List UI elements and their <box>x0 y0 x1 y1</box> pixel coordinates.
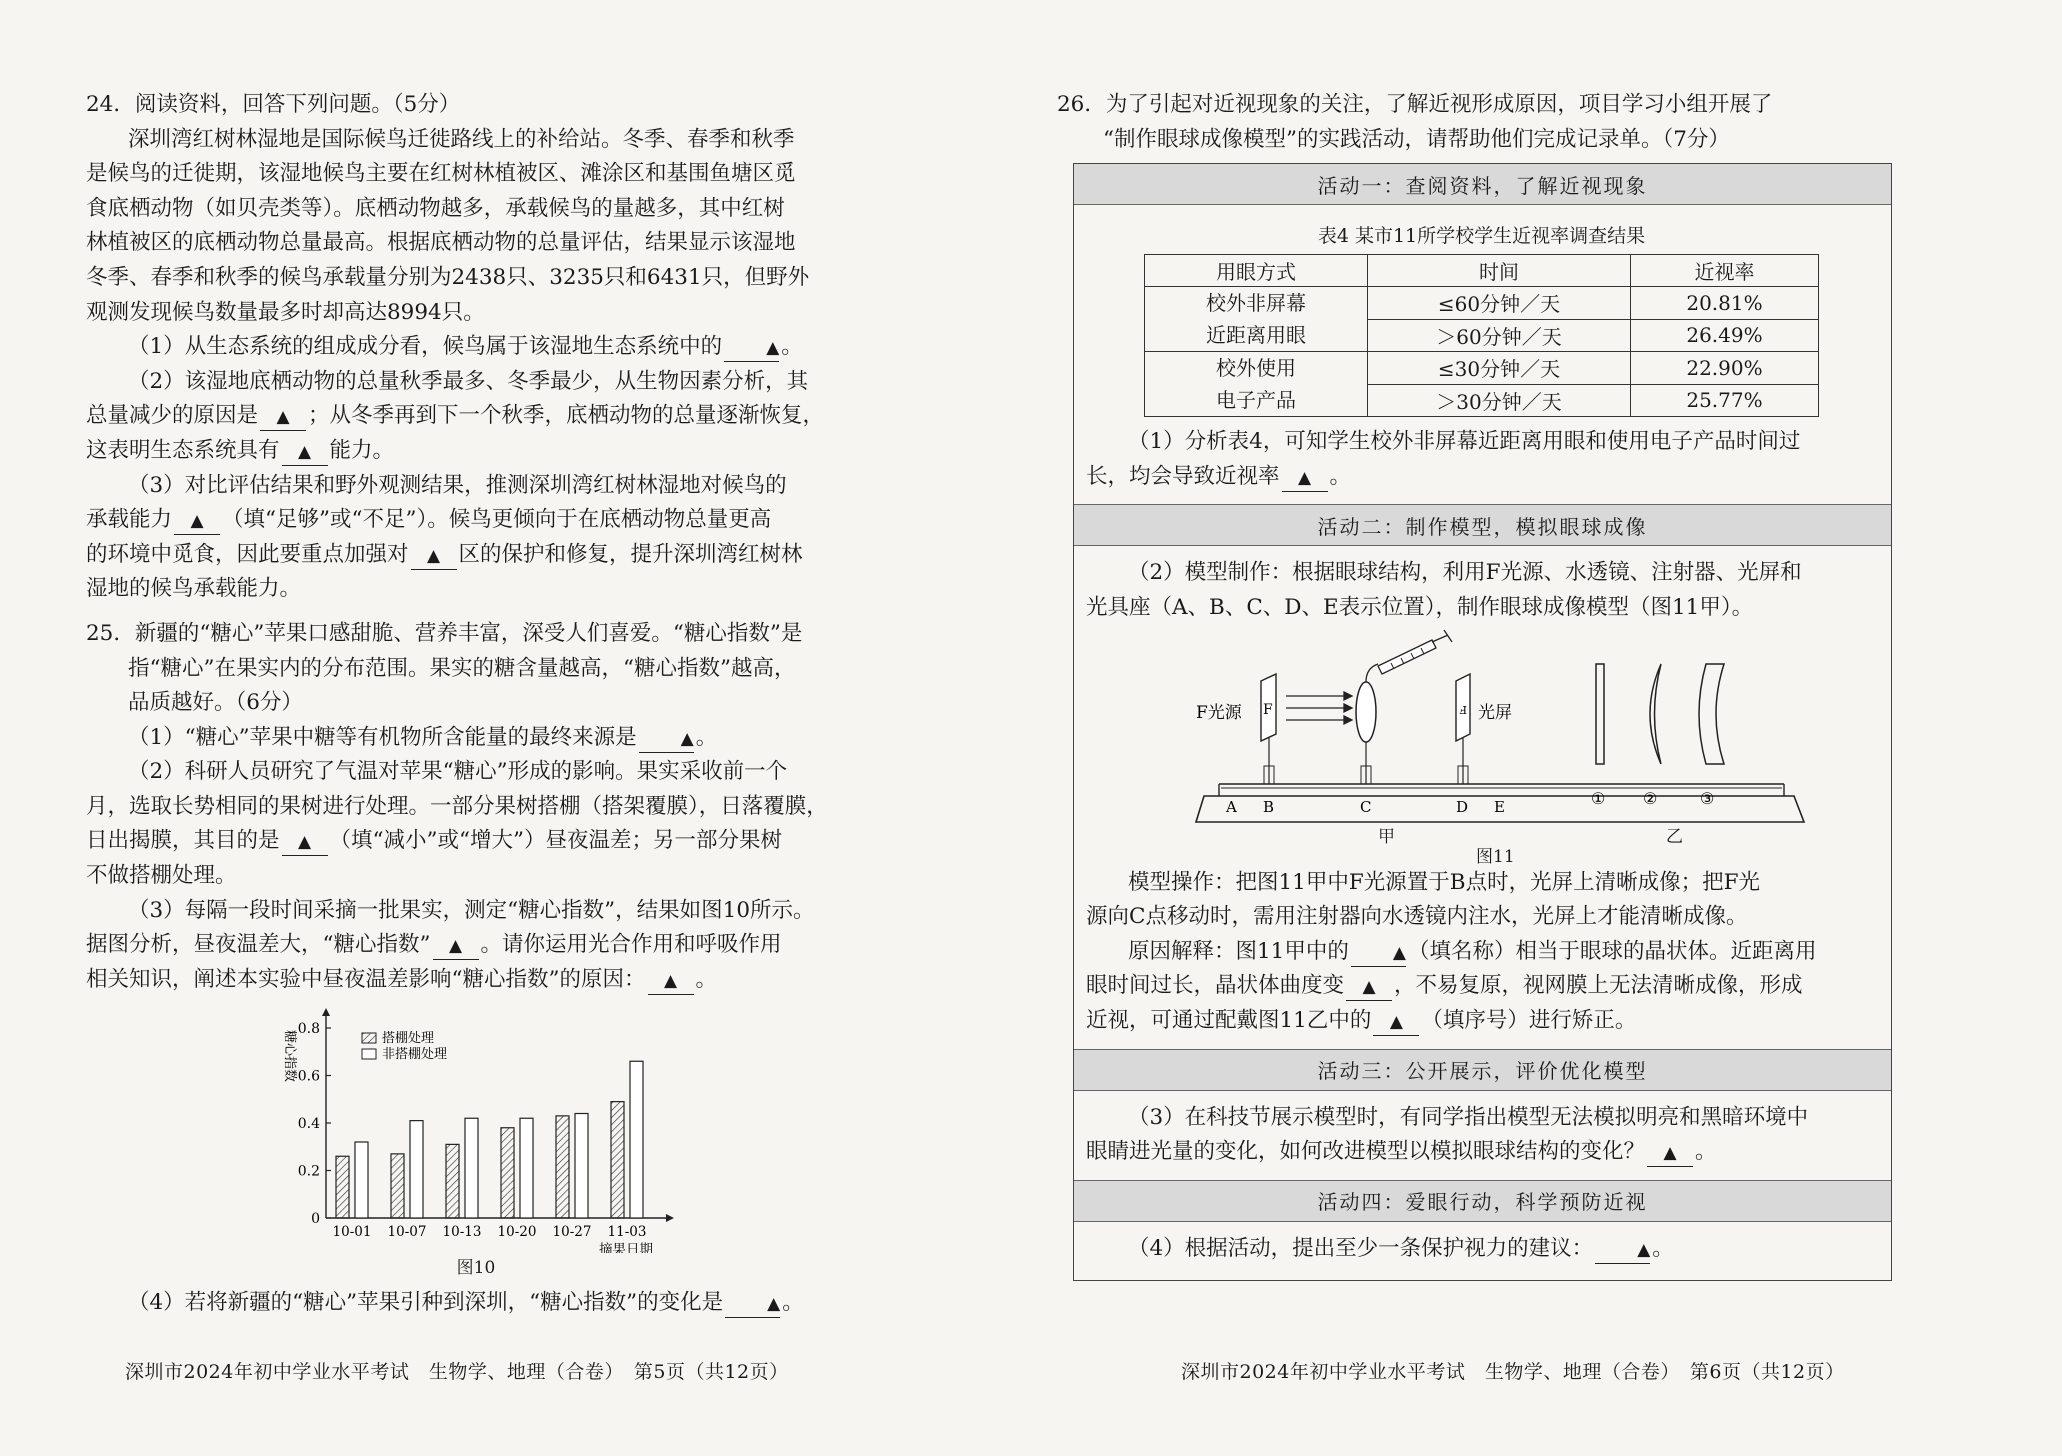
answer-blank[interactable]: ▲ <box>725 1290 780 1318</box>
q24-sub1: （1）从生态系统的组成成分看，候鸟属于该湿地生态系统中的 ▲。 <box>86 330 919 365</box>
q26-sub1: （1）分析表4，可知学生校外非屏幕近距离用眼和使用电子产品时间过 <box>1128 429 1801 455</box>
answer-blank[interactable]: ▲ <box>1351 939 1406 967</box>
page-footer-left: 深圳市2024年初中学业水平考试 生物学、地理（合卷） 第5页（共12页） <box>125 1361 789 1383</box>
q24-passage-line: 观测发现候鸟数量最多时却高达8994只。 <box>86 299 485 325</box>
x-tick-label: 10-20 <box>497 1224 537 1241</box>
syringe-icon <box>1378 630 1452 674</box>
answer-blank[interactable]: ▲ <box>724 334 779 362</box>
y-tick-label: 0 <box>311 1211 320 1228</box>
bar-uncovered <box>520 1119 533 1219</box>
record-sheet: 活动一：查阅资料，了解近视现象 表4 某市11所学校学生近视率调查结果 用眼方式 时间 近视率 校外非屏幕 近距离用眼 ≤60分钟／天 20.81% ＞60分钟／天 26.49% 校外使用 电子产品 ≤30分钟／天 22.90% ＞30分钟／天 25.77% （1）分析表4，可知学生校外非屏幕近距离用眼和使用电子产品时间过 长，均会导致近视率 ▲ 。 活动二：制作模型，模拟眼球成像 （2）模型制作：根据眼球结构，利用F光源、水透镜、注射器、光屏和 光具座（A、B、C、D、E表示位置），制作眼球成像模型（图11甲）。 F F光源 F 光屏 A B C D E ① ② ③ 甲 乙 图11 模型操作：把图11甲中F光源置于B点时，光屏上清晰成像；把F光 源向C点移动时，需用注射器向水透镜内注水，光屏上才能清晰成像。 原因解释：图11甲中的 ▲（填名称）相当于眼球的晶状体。近距离用 眼时间过长，晶状体曲度变 ▲ ，不易复原，视网膜上无法清晰成像，形成 近视，可通过配戴图11乙中的 ▲ （填序号）进行矫正。 活动三：公开展示，评价优化模型 （3）在科技节展示模型时，有同学指出模型无法模拟明亮和黑暗环境中 眼睛进光量的变化，如何改进模型以模拟眼球结构的变化？ ▲ 。 活动四：爱眼行动，科学预防近视 （4）根据活动，提出至少一条保护视力的建议： ▲。 <box>1073 163 1892 1281</box>
q24-sub2: （2）该湿地底栖动物的总量秋季最多、冬季最少，从生物因素分析，其 <box>128 368 809 394</box>
answer-blank[interactable]: ▲ <box>433 932 479 960</box>
x-tick-label: 10-13 <box>442 1224 482 1241</box>
light-screen <box>1456 674 1512 784</box>
q24-passage-line: 是候鸟的迁徙期，该湿地候鸟主要在红树林植被区、滩涂区和基围鱼塘区觅 <box>86 161 796 187</box>
legend-entry: 搭棚处理 <box>382 1031 435 1047</box>
y-axis-arrow <box>322 1008 330 1016</box>
f-light-source <box>1196 674 1276 784</box>
q24-head: 24．阅读资料，回答下列问题。（5分） <box>86 92 461 117</box>
lens-3-label: ③ <box>1700 788 1715 808</box>
bar-covered <box>336 1157 349 1219</box>
x-tick-label: 10-01 <box>332 1224 372 1241</box>
answer-blank[interactable]: ▲ <box>174 507 220 535</box>
q24-sub3: （3）对比评估结果和野外观测结果，推测深圳湾红树林湿地对候鸟的 <box>128 472 787 498</box>
svg-text:F: F <box>1459 702 1467 716</box>
q26-sub2: （2）模型制作：根据眼球结构，利用F光源、水透镜、注射器、光屏和 <box>1128 560 1802 586</box>
table-row: ＞30分钟／天 25.77% <box>1145 384 1819 417</box>
q25-sub2: （2）科研人员研究了气温对苹果“糖心”形成的影响。果实采收前一个 <box>128 759 788 785</box>
q24-passage-line: 林植被区的底栖动物总量最高。根据底栖动物的总量评估，结果显示该湿地 <box>86 230 796 256</box>
q26-sub3: （3）在科技节展示模型时，有同学指出模型无法模拟明亮和黑暗环境中 <box>1128 1104 1809 1130</box>
point-c: C <box>1360 797 1372 816</box>
answer-blank[interactable]: ▲ <box>1346 973 1392 1001</box>
x-axis-arrow <box>666 1214 674 1222</box>
q26-head: 26．为了引起对近视现象的关注，了解近视形成原因，项目学习小组开展了 <box>1057 92 1773 117</box>
activity-1-band: 活动一：查阅资料，了解近视现象 <box>1074 164 1891 205</box>
y-tick-label: 0.8 <box>297 1021 320 1038</box>
figure-11-eye-model <box>1086 626 1876 826</box>
myopia-table <box>1144 254 1819 417</box>
q25-sub4: （4）若将新疆的“糖心”苹果引种到深圳，“糖心指数”的变化是 ▲。 <box>86 1286 919 1321</box>
activity-4-band: 活动四：爱眼行动，科学预防近视 <box>1074 1180 1891 1222</box>
point-d: D <box>1456 797 1469 816</box>
table-row: 校外非屏幕 近距离用眼 ≤60分钟／天 20.81% <box>1145 287 1819 320</box>
lens-1-label: ① <box>1591 788 1606 808</box>
water-lens <box>1356 664 1378 784</box>
legend-entry: 非搭棚处理 <box>382 1047 448 1063</box>
answer-blank[interactable]: ▲ <box>282 438 328 466</box>
svg-text:F: F <box>1263 701 1273 718</box>
q24-passage-line: 冬季、春季和秋季的候鸟承载量分别为2438只、3235只和6431只，但野外 <box>86 264 810 290</box>
answer-blank[interactable]: ▲ <box>1595 1236 1650 1264</box>
bar-covered <box>556 1116 569 1218</box>
y-tick-label: 0.4 <box>297 1116 320 1133</box>
answer-blank[interactable]: ▲ <box>1282 464 1328 492</box>
bar-uncovered <box>465 1119 478 1219</box>
table-row: ＞60分钟／天 26.49% <box>1145 319 1819 352</box>
answer-blank[interactable]: ▲ <box>1647 1139 1693 1167</box>
answer-blank[interactable]: ▲ <box>282 828 328 856</box>
legend-swatch <box>362 1049 376 1059</box>
figure-11-caption: 图11 <box>1476 846 1515 867</box>
x-tick-label: 11-03 <box>607 1224 647 1241</box>
correction-lenses <box>1591 664 1724 808</box>
sugar-index-bar-chart <box>266 1003 686 1253</box>
label-yi: 乙 <box>1666 826 1683 847</box>
x-axis-label: 摘果日期 <box>599 1242 653 1254</box>
answer-blank[interactable]: ▲ <box>411 542 457 570</box>
q25-sub1: （1）“糖心”苹果中糖等有机物所含能量的最终来源是 ▲。 <box>86 721 919 756</box>
legend-swatch <box>362 1033 376 1043</box>
reason-explanation: 原因解释：图11甲中的 ▲（填名称）相当于眼球的晶状体。近距离用 <box>1086 935 1877 970</box>
bar-uncovered <box>410 1121 423 1218</box>
point-b: B <box>1263 797 1275 816</box>
q25-sub3: （3）每隔一段时间采摘一批果实，测定“糖心指数”，结果如图10所示。 <box>128 897 815 923</box>
bar-covered <box>446 1145 459 1219</box>
bar-uncovered <box>630 1062 643 1219</box>
x-tick-label: 10-07 <box>387 1224 427 1241</box>
table-4-caption: 表4 某市11所学校学生近视率调查结果 <box>1317 225 1646 248</box>
q25-head: 25．新疆的“糖心”苹果口感甜脆、营养丰富，深受人们喜爱。“糖心指数”是 <box>86 620 803 646</box>
page-footer-right: 深圳市2024年初中学业水平考试 生物学、地理（合卷） 第6页（共12页） <box>1181 1361 1845 1383</box>
answer-blank[interactable]: ▲ <box>260 403 306 431</box>
lens-2-label: ② <box>1643 788 1658 808</box>
point-a: A <box>1226 797 1237 816</box>
figure-10-caption: 图10 <box>456 1258 496 1279</box>
bar-uncovered <box>355 1142 368 1218</box>
x-tick-label: 10-27 <box>552 1224 592 1241</box>
left-page: 24．阅读资料，回答下列问题。（5分） 深圳湾红树林湿地是国际候鸟迁徙路线上的补给站。冬季、春季和秋季 是候鸟的迁徙期，该湿地候鸟主要在红树林植被区、滩涂区和基围鱼塘区觅 食底栖动物（如贝壳类等）。底栖动物越多，承载候鸟的量越多，其中红树 林植被区的底栖动物总量最高。根据底栖动物的总量评估，结果显示该湿地 冬季、春季和秋季的候鸟承载量分别为2438只、3235只和6431只，但野外 观测发现候鸟数量最多时却高达8994只。 （1）从生态系统的组成成分看，候鸟属于该湿地生态系统中的 ▲。 （2）该湿地底栖动物的总量秋季最多、冬季最少，从生物因素分析，其 总量减少的原因是 ▲ ；从冬季再到下一个秋季，底栖动物的总量逐渐恢复， 这表明生态系统具有 ▲ 能力。 （3）对比评估结果和野外观测结果，推测深圳湾红树林湿地对候鸟的 承载能力 ▲ （填“足够”或“不足”）。候鸟更倾向于在底栖动物总量更高 的环境中觅食，因此要重点加强对 ▲ 区的保护和修复，提升深圳湾红树林 湿地的候鸟承载能力。 25．新疆的“糖心”苹果口感甜脆、营养丰富，深受人们喜爱。“糖心指数”是 指“糖心”在果实内的分布范围。果实的糖含量越高，“糖心指数”越高， 品质越好。（6分） （1）“糖心”苹果中糖等有机物所含能量的最终来源是 ▲。 （2）科研人员研究了气温对苹果“糖心”形成的影响。果实采收前一个 月，选取长势相同的果树进行处理。一部分果树搭棚（搭架覆膜），日落覆膜， 日出揭膜，其目的是 ▲ （填“减小”或“增大”）昼夜温差；另一部分果树 不做搭棚处理。 （3）每隔一段时间采摘一批果实，测定“糖心指数”，结果如图10所示。 据图分析，昼夜温差大，“糖心指数” ▲ 。请你运用光合作用和呼吸作用 相关知识，阐述本实验中昼夜温差影响“糖心指数”的原因： ▲ 。 0 0.2 0.4 0.6 0.8 糖心指数 10-01 10-07 10-13 10-20 10-27 11-03 摘果日期 搭棚处理 非搭棚处理 图10 （4）若将新疆的“糖心”苹果引种到深圳，“糖心指数”的变化是 ▲。 深圳市2024年初中学业水平考试 生物学、地理（合卷） 第5页（共12页） <box>0 0 1031 1456</box>
answer-blank[interactable]: ▲ <box>1373 1008 1419 1036</box>
figure-10 <box>266 1003 686 1278</box>
q26-sub4: （4）根据活动，提出至少一条保护视力的建议： ▲。 <box>1086 1232 1877 1267</box>
label-jia: 甲 <box>1378 826 1395 847</box>
svg-text:F光源: F光源 <box>1196 702 1242 723</box>
y-axis-label: 糖心指数 <box>282 1030 297 1083</box>
right-page: 26．为了引起对近视现象的关注，了解近视形成原因，项目学习小组开展了 “制作眼球成像模型”的实践活动，请帮助他们完成记录单。（7分） 活动一：查阅资料，了解近视现象 表4 某市11所学校学生近视率调查结果 用眼方式 时间 近视率 校外非屏幕 近距离用眼 ≤60分钟／天 20.81% ＞60分钟／天 26.49% 校外使用 电子产品 ≤30分钟／天 22.90% ＞30分钟／天 25.77% （1）分析表4，可知学生校外非屏幕近距离用眼和使用电子产品时间过 长，均会导致近视率 ▲ 。 活动二：制作模型，模拟眼球成像 （2）模型制作：根据眼球结构，利用F光源、水透镜、注射器、光屏和 光具座（A、B、C、D、E表示位置），制作眼球成像模型（图11甲）。 F F光源 F 光屏 A B C D E ① ② ③ 甲 乙 图11 模型操作：把图11甲中F光源置于B点时，光屏上清晰成像；把F光 源向C点移动时，需用注射器向水透镜内注水，光屏上才能清晰成像。 原因解释：图11甲中的 ▲（填名称）相当于眼球的晶状体。近距离用 眼时间过长，晶状体曲度变 ▲ ，不易复原，视网膜上无法清晰成像，形成 近视，可通过配戴图11乙中的 ▲ （填序号）进行矫正。 活动三：公开展示，评价优化模型 （3）在科技节展示模型时，有同学指出模型无法模拟明亮和黑暗环境中 眼睛进光量的变化，如何改进模型以模拟眼球结构的变化？ ▲ 。 活动四：爱眼行动，科学预防近视 （4）根据活动，提出至少一条保护视力的建议： ▲。 深圳市2024年初中学业水平考试 生物学、地理（合卷） 第6页（共12页） <box>1031 0 2062 1456</box>
activity-2-band: 活动二：制作模型，模拟眼球成像 <box>1074 504 1891 546</box>
y-tick-label: 0.2 <box>297 1163 320 1180</box>
q24-passage-line: 食底栖动物（如贝壳类等）。底栖动物越多，承载候鸟的量越多，其中红树 <box>86 195 785 221</box>
answer-blank[interactable]: ▲ <box>639 725 694 753</box>
bar-uncovered <box>575 1114 588 1219</box>
bar-covered <box>391 1154 404 1218</box>
table-header-row: 用眼方式 时间 近视率 <box>1145 255 1819 287</box>
y-tick-label: 0.6 <box>297 1068 320 1085</box>
svg-text:光屏: 光屏 <box>1478 702 1512 723</box>
q24-passage-line: 深圳湾红树林湿地是国际候鸟迁徙路线上的补给站。冬季、春季和秋季 <box>128 126 795 152</box>
activity-3-band: 活动三：公开展示，评价优化模型 <box>1074 1049 1891 1091</box>
bar-covered <box>611 1102 624 1218</box>
bar-covered <box>501 1128 514 1218</box>
model-operation: 模型操作：把图11甲中F光源置于B点时，光屏上清晰成像；把F光 <box>1128 869 1760 895</box>
answer-blank[interactable]: ▲ <box>648 967 694 995</box>
table-row: 校外使用 电子产品 ≤30分钟／天 22.90% <box>1145 352 1819 385</box>
point-e: E <box>1494 797 1505 816</box>
light-arrows <box>1286 692 1352 724</box>
